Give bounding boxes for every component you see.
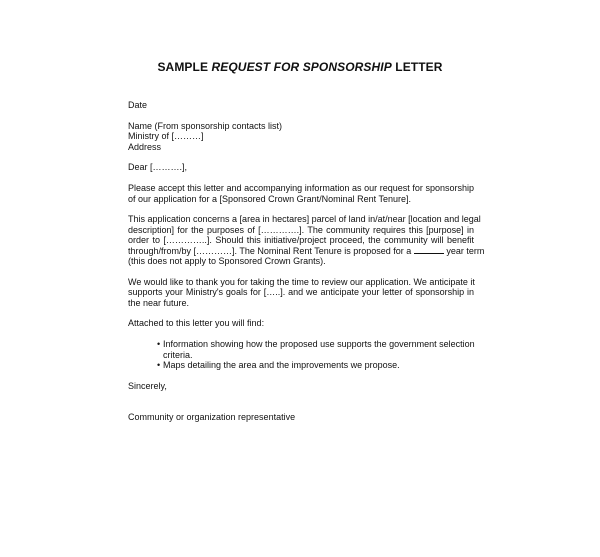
- title-part-letter: LETTER: [391, 60, 443, 74]
- paragraph-thanks-line: the near future.: [128, 297, 190, 308]
- paragraph-application-line: description] for the purposes of [………….]. The community requires this [purpose] in: [128, 224, 474, 235]
- title-part-request: REQUEST FOR SPONSORSHIP: [211, 60, 392, 74]
- date-line: Date: [128, 100, 148, 110]
- attached-intro: Attached to this letter you will find:: [128, 318, 265, 329]
- signature: Community or organization representative: [128, 412, 296, 423]
- paragraph-application-line: This application concerns a [area in hectares] parcel of land in/at/near [location and legal: [128, 214, 481, 225]
- closing: Sincerely,: [128, 380, 167, 391]
- paragraph-application-line: order to […………..]. Should this initiative/project proceed, the community will benefit: [128, 235, 474, 246]
- paragraph-thanks-line: supports your Ministry's goals for […..]. and we anticipate your letter of sponsorship in: [128, 287, 474, 298]
- paragraph-application: [128, 214, 485, 267]
- paragraph-application-line: (this does not apply to Sponsored Crown Grants).: [128, 256, 326, 267]
- list-item: • Maps detailing the area and the improvements we propose.: [157, 360, 400, 371]
- paragraph-request-line: of our application for a [Sponsored Crown Grant/Nominal Rent Tenure].: [128, 193, 411, 204]
- attachment-list: [128, 339, 474, 370]
- recipient-name: Name (From sponsorship contacts list): [128, 120, 283, 131]
- paragraph-request-line: Please accept this letter and accompanying information as our request for sponsorship: [128, 183, 474, 194]
- paragraph-request: [128, 183, 474, 204]
- title-part-sample: SAMPLE: [157, 60, 212, 74]
- paragraph-thanks: [128, 277, 474, 308]
- list-item: • Information showing how the proposed use supports the government selection criteria.: [157, 339, 475, 360]
- recipient-address: Address: [128, 141, 162, 152]
- salutation: Dear [……….],: [128, 162, 188, 173]
- term-blank: [414, 246, 444, 254]
- bullet-icon: •: [157, 360, 161, 371]
- bullet-icon: •: [157, 339, 161, 350]
- recipient-ministry: Ministry of [………]: [128, 131, 204, 142]
- document-title: [0, 60, 600, 74]
- letter-body: [128, 100, 485, 423]
- paragraph-application-line: through/from/by […………]. The Nominal Rent Tenure is proposed for a year term: [128, 245, 485, 256]
- paragraph-thanks-line: We would like to thank you for taking the time to review our application. We anticipate it: [128, 276, 475, 287]
